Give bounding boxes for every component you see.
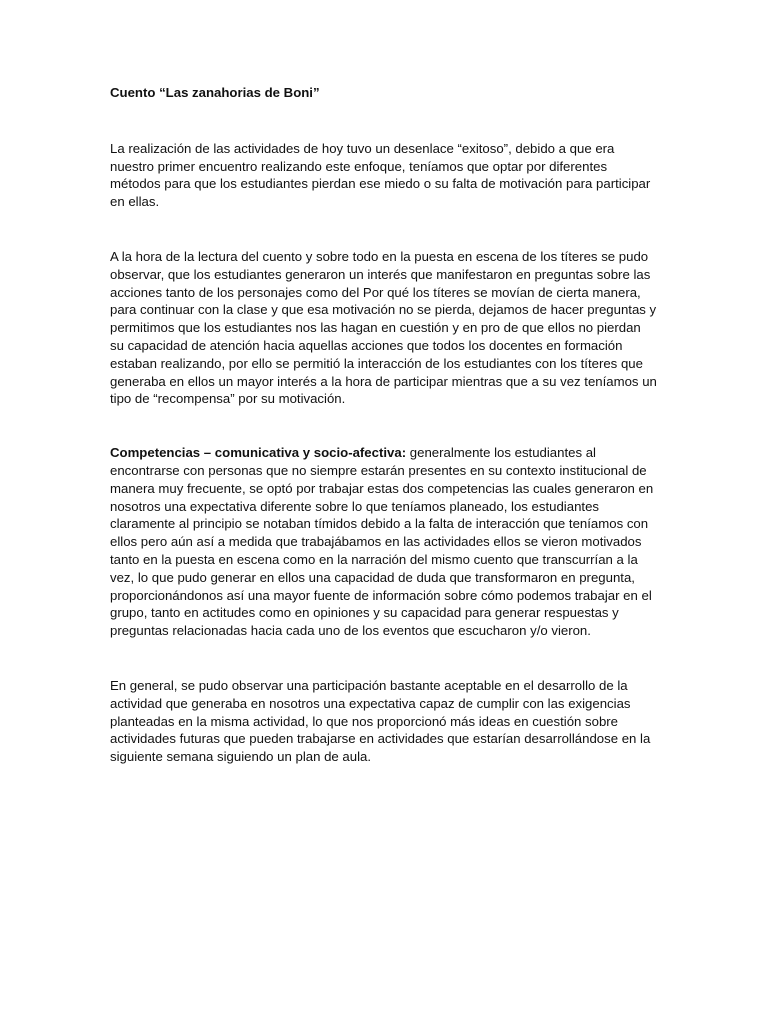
competencies-heading: Competencias – comunicativa y socio-afectiva: xyxy=(110,445,407,461)
paragraph-competencies xyxy=(110,444,658,640)
paragraph-story-reading: A la hora de la lectura del cuento y sobre todo en la puesta en escena de los títeres se pudo observar, que los estudiantes generaron un interés que manifestaron en preguntas sobre las acciones tanto de los personajes como del Por qué los títeres se movían de cierta manera, para continuar con la clase y que esa motivación no se pierda, dejamos de hacer preguntas y permitimos que los estudiantes nos las hagan en cuestión y en pro de que ellos no pierdan su capacidad de atención hacia aquellas acciones que todos los docentes en formación estaban realizando, por ello se permitió la interacción de los estudiantes con los títeres que generaba en ellos un mayor interés a la hora de participar mientras que a su vez teníamos un tipo de “recompensa” por su motivación. xyxy=(110,248,657,407)
competencies-body: generalmente los estudiantes al encontrarse con personas que no siempre estarán presentes en su contexto institucional de manera muy frecuente, se optó por trabajar estas dos competencias las cuales generaron en nosotros una expectativa diferente sobre lo que teníamos planeado, los estudiantes claramente al principio se notaban tímidos debido a la falta de interacción que teníamos con ellos pero aún así a medida que trabajábamos en las actividades ellos se vieron motivados tanto en la puesta en escena como en la narración del mismo cuento que transcurrían a la vez, lo que pudo generar en ellos una capacidad de duda que transformaron en pregunta, proporcionándonos así una mayor fuente de información sobre cómo podemos trabajar en el grupo, tanto en actitudes como en opiniones y su capacidad para generar respuestas y preguntas relacionadas hacia cada uno de los eventos que escucharon y/o vieron. xyxy=(110,445,654,639)
document-title: Cuento “Las zanahorias de Boni” xyxy=(110,85,320,100)
document-body xyxy=(110,84,658,766)
paragraph-conclusion: En general, se pudo observar una participación bastante aceptable en el desarrollo de la actividad que generaba en nosotros una expectativa capaz de cumplir con las exigencias planteadas en la misma actividad, lo que nos proporcionó más ideas en cuestión sobre actividades futuras que pueden trabajarse en actividades que estarían desarrollándose en la siguiente semana siguiendo un plan de aula. xyxy=(110,677,651,765)
paragraph-intro: La realización de las actividades de hoy tuvo un desenlace “exitoso”, debido a que era nuestro primer encuentro realizando este enfoque, teníamos que optar por diferentes métodos para que los estudiantes pierdan ese miedo o su falta de motivación para participar en ellas. xyxy=(110,140,651,210)
